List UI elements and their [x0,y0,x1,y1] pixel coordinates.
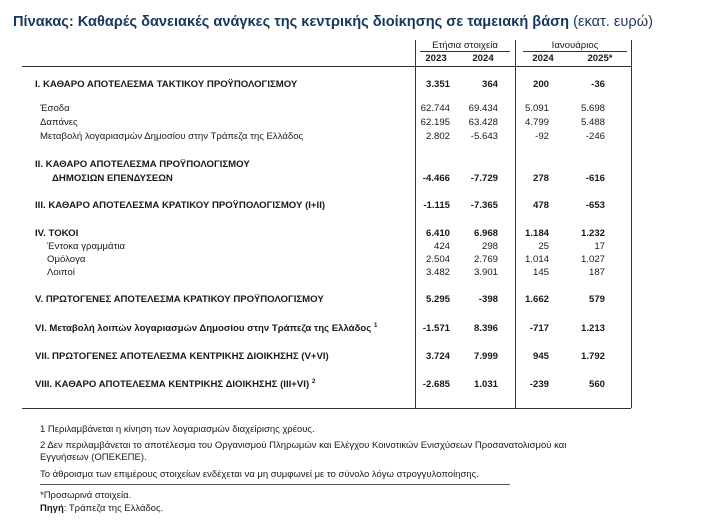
footnote-2-continued: Εγγυήσεων (ΟΠΕΚΕΠΕ). [40,452,147,463]
row-label: Λοιποί [47,267,75,278]
cell-2024: 298 [481,241,498,252]
table-row [0,172,703,185]
cell-2024: 7.999 [473,351,498,362]
header-year-jan-2024: 2024 [532,53,554,64]
cell-jan-2025: 560 [588,379,605,390]
cell-2024: 6.968 [473,228,498,239]
cell-2024: -7.365 [470,200,498,211]
row-label: Ομόλογα [47,254,86,265]
row-label: Μεταβολή λογαριασμών Δημοσίου στην Τράπεζα της Ελλάδος [40,131,304,142]
cell-jan-2024: -92 [535,131,549,142]
cell-2024: -7.729 [470,173,498,184]
cell-jan-2024: 145 [532,267,549,278]
cell-jan-2025: 1.213 [580,323,605,334]
cell-jan-2024: 1.014 [524,254,549,265]
cell-jan-2025: -36 [591,79,605,90]
row-label: III. ΚΑΘΑΡΟ ΑΠΟΤΕΛΕΣΜΑ ΚΡΑΤΙΚΟΥ ΠΡΟΫΠΟΛΟΓΙΣΜΟΥ (I+II) [35,200,326,211]
row-label: VII. ΠΡΩΤΟΓΕΝΕΣ ΑΠΟΤΕΛΕΣΜΑ ΚΕΝΤΡΙΚΗΣ ΔΙΟΙΚΗΣΗΣ (V+VI) [35,351,329,362]
cell-jan-2024: 945 [532,351,549,362]
table-row [0,227,703,240]
table-row [0,322,703,335]
cell-2024: 3.901 [473,267,498,278]
source-line [40,503,163,515]
cell-jan-2025: -246 [585,131,605,142]
cell-jan-2025: 187 [588,267,605,278]
cell-2024: -5.643 [470,131,498,142]
cell-2024: 364 [481,79,498,90]
footnote-marker: 1 [373,321,378,329]
table-row [0,266,703,279]
cell-2023: -1.571 [422,323,450,334]
table-row [0,350,703,363]
cell-jan-2024: 5.091 [524,103,549,114]
cell-2024: -398 [478,294,498,305]
table-row [0,293,703,306]
row-label: II. ΚΑΘΑΡΟ ΑΠΟΤΕΛΕΣΜΑ ΠΡΟΫΠΟΛΟΓΙΣΜΟΥ [35,159,250,170]
cell-jan-2025: 1.792 [580,351,605,362]
cell-jan-2025: -653 [585,200,605,211]
header-annual-rule [420,51,510,52]
cell-2023: -1.115 [423,200,450,211]
source-value: : Τράπεζα της Ελλάδος. [63,503,164,514]
footnote-divider [40,484,510,485]
cell-2024: 69.434 [468,103,498,114]
cell-2023: 5.295 [425,294,450,305]
table-bottom-rule [22,408,631,409]
table-row [0,130,703,143]
row-label: Δαπάνες [40,117,78,128]
cell-jan-2025: 17 [594,241,605,252]
cell-2024: 8.396 [473,323,498,334]
cell-jan-2024: -239 [529,379,549,390]
cell-jan-2025: 5.698 [580,103,605,114]
title-main: Πίνακας: Καθαρές δανειακές ανάγκες της κεντρικής διοίκησης σε ταμειακή βάση [13,14,570,30]
row-label: I. ΚΑΘΑΡΟ ΑΠΟΤΕΛΕΣΜΑ ΤΑΚΤΙΚΟΥ ΠΡΟΫΠΟΛΟΓΙΣΜΟΥ [35,79,298,90]
cell-2023: 62.744 [420,103,450,114]
cell-2023: 6.410 [425,228,450,239]
cell-2023: 424 [433,241,450,252]
header-annual: Ετήσια στοιχεία [432,40,498,51]
cell-2023: 2.504 [425,254,450,265]
cell-jan-2025: 579 [588,294,605,305]
row-label: VI. Μεταβολή λοιπών λογαριασμών Δημοσίου στην Τράπεζα της Ελλάδος $^1$ [35,321,378,334]
row-label: VIII. ΚΑΘΑΡΟ ΑΠΟΤΕΛΕΣΜΑ ΚΕΝΤΡΙΚΗΣ ΔΙΟΙΚΗΣΗΣ (III+VI) $^2$ [35,377,316,390]
cell-2024: 1.031 [473,379,498,390]
cell-2024: 2.769 [473,254,498,265]
cell-jan-2024: 278 [532,173,549,184]
title-unit: (εκατ. ευρώ) [573,14,653,30]
footnote-marker: 2 [311,377,316,385]
table-row [0,378,703,391]
table-row [0,240,703,253]
table-row [0,78,703,91]
row-label-continued: ΔΗΜΟΣΙΩΝ ΕΠΕΝΔΥΣΕΩΝ [52,173,173,184]
cell-jan-2024: 478 [532,200,549,211]
cell-jan-2024: 1.184 [524,228,549,239]
cell-jan-2025: 5.488 [580,117,605,128]
row-label: V. ΠΡΩΤΟΓΕΝΕΣ ΑΠΟΤΕΛΕΣΜΑ ΚΡΑΤΙΚΟΥ ΠΡΟΫΠΟΛΟΓΙΣΜΟΥ [35,294,324,305]
row-label: IV. ΤΟΚΟΙ [35,228,79,239]
cell-jan-2024: 4.799 [524,117,549,128]
cell-jan-2024: 1.662 [524,294,549,305]
source-label: Πηγή [40,503,64,514]
cell-2023: -4.466 [422,173,450,184]
header-january: Ιανουάριος [551,40,599,51]
cell-2024: 63.428 [468,117,498,128]
table-header-rule [22,66,631,67]
cell-2023: 3.351 [425,79,450,90]
cell-jan-2025: 1.027 [580,254,605,265]
header-year-2024: 2024 [472,53,494,64]
row-label: Έσοδα [40,103,70,114]
cell-jan-2025: -616 [585,173,605,184]
footnote-provisional: *Προσωρινά στοιχεία. [40,490,132,501]
cell-2023: 2.802 [425,131,450,142]
cell-jan-2024: 25 [538,241,549,252]
cell-2023: -2.685 [422,379,450,390]
cell-jan-2024: 200 [532,79,549,90]
footnote-1: 1 Περιλαμβάνεται η κίνηση των λογαριασμών διαχείρισης χρέους. [40,424,315,435]
header-january-rule [523,51,627,52]
table-row [0,102,703,115]
row-label: Έντοκα γραμμάτια [47,241,126,252]
cell-jan-2024: -717 [529,323,549,334]
cell-2023: 62.195 [420,117,450,128]
cell-2023: 3.724 [425,351,450,362]
page-title [13,14,698,30]
cell-2023: 3.482 [425,267,450,278]
cell-jan-2025: 1.232 [580,228,605,239]
table-row [0,116,703,129]
table-row [0,253,703,266]
table-row [0,199,703,212]
table-row [0,158,703,171]
header-year-jan-2025: 2025* [587,53,613,64]
footnote-2: 2 Δεν περιλαμβάνεται το αποτέλεσμα του Οργανισμού Πληρωμών και Ελέγχου Κοινοτικών Ενισχύσεων Προσανατολισμού και [40,440,567,451]
header-year-2023: 2023 [425,53,447,64]
footnote-rounding: Το άθροισμα των επιμέρους στοιχείων ενδέχεται να μη συμφωνεί με το σύνολο λόγω στρογγυλοποίησης. [40,469,479,480]
